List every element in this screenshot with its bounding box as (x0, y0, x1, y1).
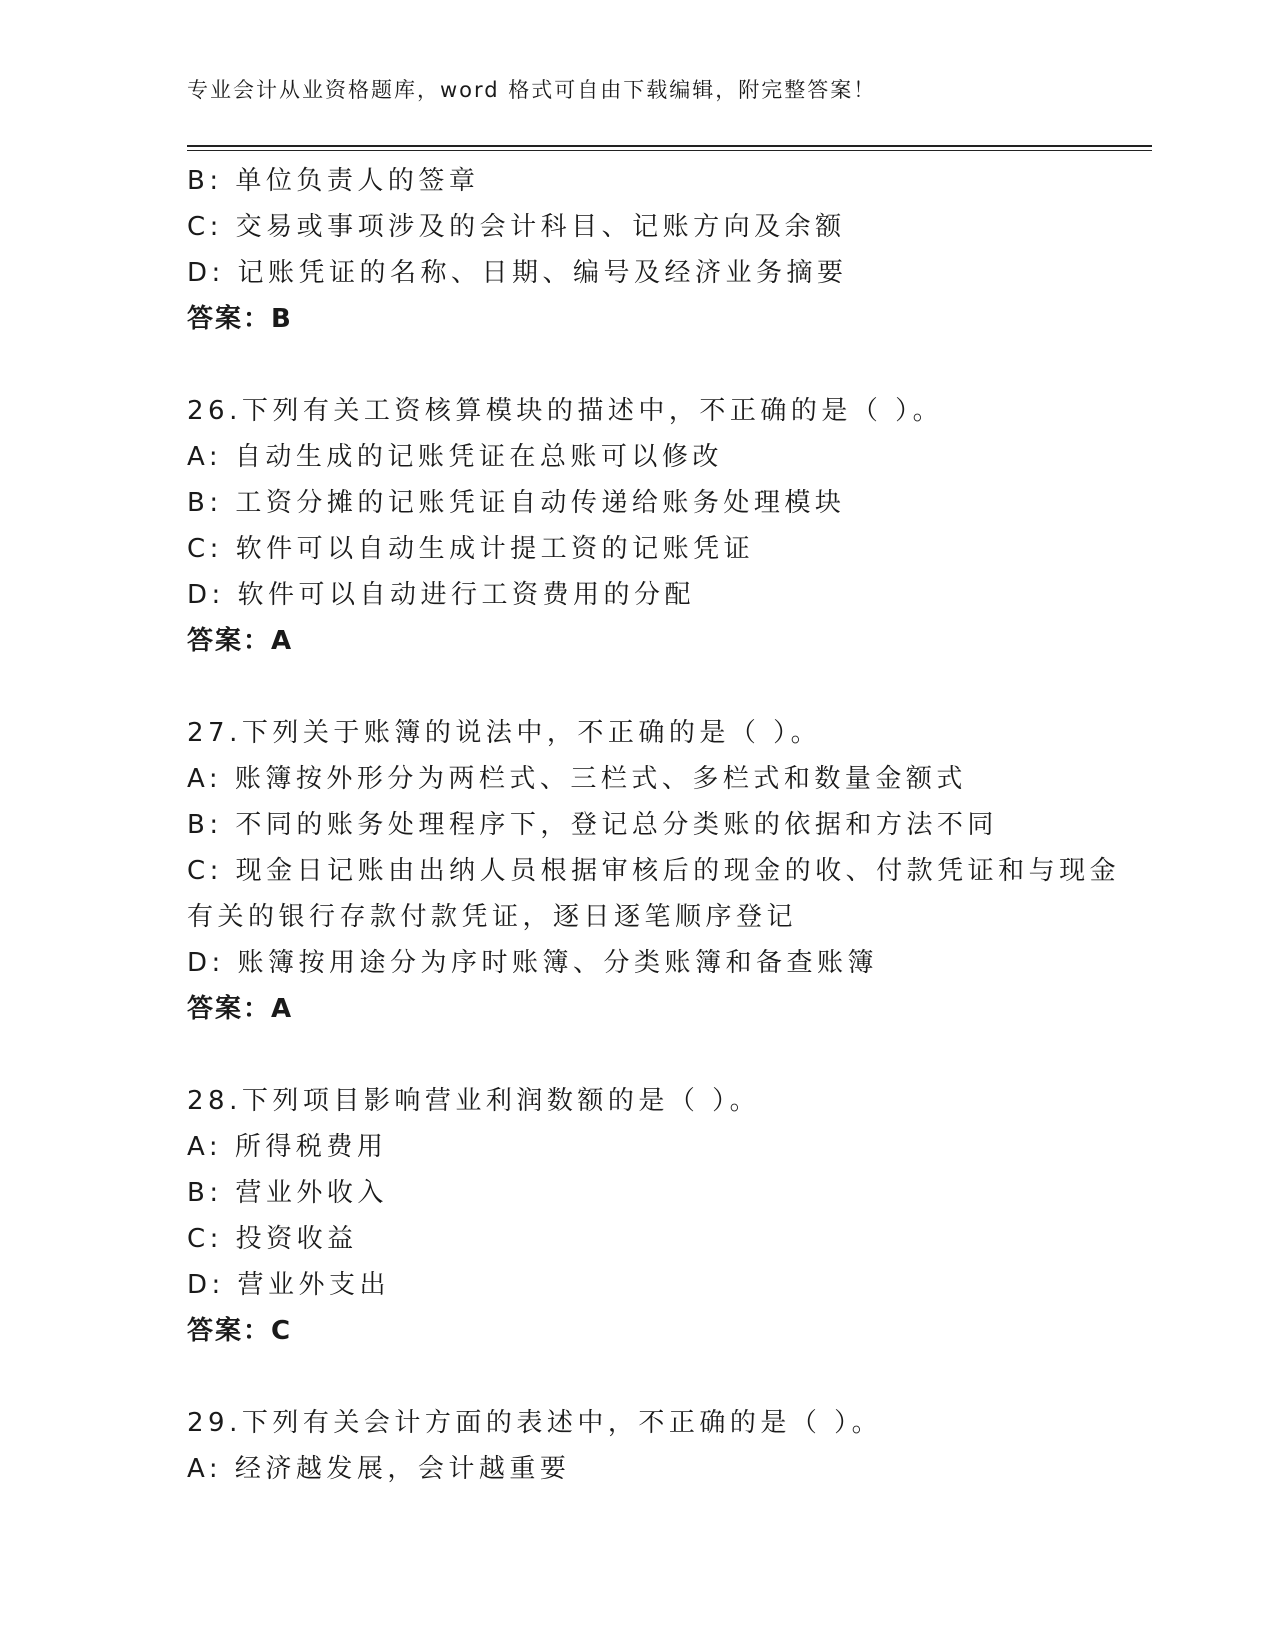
spacer (187, 1032, 1152, 1078)
option-line: A: 账簿按外形分为两栏式、三栏式、多栏式和数量金额式 (187, 764, 967, 794)
header-note: 专业会计从业资格题库，word 格式可自由下载编辑，附完整答案！ (187, 78, 877, 102)
option-line: A: 经济越发展，会计越重要 (187, 1454, 571, 1484)
option-line: A: 自动生成的记账凭证在总账可以修改 (187, 442, 723, 472)
option-line: C: 现金日记账由出纳人员根据审核后的现金的收、付款凭证和与现金 (187, 856, 1121, 886)
question-stem: 26.下列有关工资核算模块的描述中，不正确的是（ ）。 (187, 396, 944, 426)
question-stem: 29.下列有关会计方面的表述中，不正确的是（ ）。 (187, 1408, 883, 1438)
option-line: B: 单位负责人的签章 (187, 166, 480, 196)
header-rule-thin (187, 150, 1152, 151)
option-line: B: 营业外收入 (187, 1178, 388, 1208)
question-stem: 28.下列项目影响营业利润数额的是（ ）。 (187, 1086, 761, 1116)
spacer (187, 342, 1152, 388)
answer-line: 答案：B (187, 304, 293, 334)
option-line: D: 软件可以自动进行工资费用的分配 (187, 580, 696, 610)
option-line: D: 营业外支出 (187, 1270, 391, 1300)
option-line: B: 工资分摊的记账凭证自动传递给账务处理模块 (187, 488, 846, 518)
spacer (187, 664, 1152, 710)
option-line: C: 投资收益 (187, 1224, 358, 1254)
option-line: D: 记账凭证的名称、日期、编号及经济业务摘要 (187, 258, 848, 288)
question-list (187, 158, 1152, 1492)
answer-line: 答案：A (187, 626, 294, 656)
header-rule-thick (187, 145, 1152, 147)
answer-line: 答案：A (187, 994, 294, 1024)
option-line: C: 软件可以自动生成计提工资的记账凭证 (187, 534, 755, 564)
option-line: C: 交易或事项涉及的会计科目、记账方向及余额 (187, 212, 846, 242)
spacer (187, 1354, 1152, 1400)
answer-line: 答案：C (187, 1316, 293, 1346)
option-line-continuation: 有关的银行存款付款凭证，逐日逐笔顺序登记 (187, 902, 798, 932)
question-stem: 27.下列关于账簿的说法中，不正确的是（ ）。 (187, 718, 822, 748)
option-line: D: 账簿按用途分为序时账簿、分类账簿和备查账簿 (187, 948, 879, 978)
option-line: A: 所得税费用 (187, 1132, 388, 1162)
option-line: B: 不同的账务处理程序下，登记总分类账的依据和方法不同 (187, 810, 998, 840)
